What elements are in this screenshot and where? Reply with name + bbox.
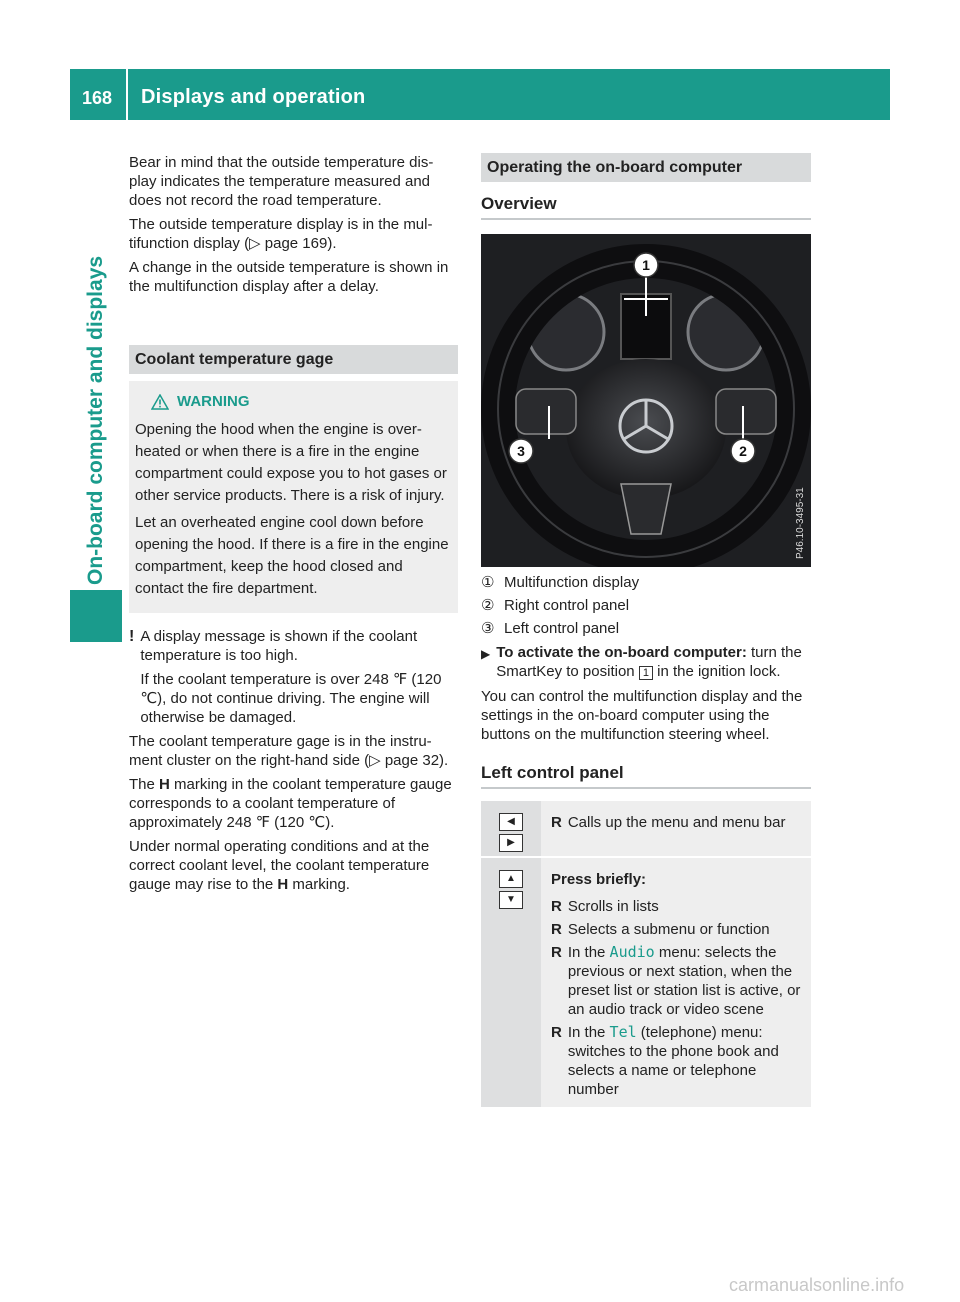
- arrow-icon: ▶: [481, 647, 491, 661]
- key-position-icon: 1: [639, 666, 653, 680]
- image-code: P46.10-3495-31: [795, 487, 806, 559]
- legend-item: [481, 596, 811, 615]
- body-p2-pre: The: [129, 776, 160, 793]
- action-pre: turn the SmartKey to position: [496, 644, 802, 680]
- side-tab-label: On-board computer and displays: [84, 255, 107, 585]
- bullet-text: Scrolls in lists: [567, 898, 659, 915]
- table-row: [481, 857, 811, 1107]
- body-p2-post: marking in the coolant temperature gauge corresponds to a coolant temperature of approximately 248 ℉ (120 ℃).: [129, 776, 452, 831]
- desc-cell: [541, 857, 811, 1107]
- notice-paragraph-2: If the coolant temperature is over 248 ℉ (120 ℃), do not continue driving. The engine will otherwise be damaged.: [140, 671, 442, 726]
- bullet-text: Selects a submenu or function: [567, 921, 770, 938]
- intro-paragraph-2: The outside temperature display is in the mul-tifunction display (▷ page 169).: [129, 216, 433, 252]
- side-tab-marker: [70, 590, 122, 642]
- legend-num: ③: [481, 620, 495, 637]
- coolant-heading: Coolant temperature gage: [129, 345, 458, 374]
- bullet-icon: R: [551, 898, 562, 915]
- list-item: [551, 897, 803, 916]
- key-cell: [481, 857, 541, 1107]
- warning-triangle-icon: [151, 394, 169, 410]
- intro-paragraph-1: Bear in mind that the outside temperature dis-play indicates the temperature measured and does not record the road temperature.: [129, 154, 434, 209]
- bullet-audio-pre: In the: [567, 944, 610, 961]
- right-column: [481, 153, 811, 1107]
- desc-cell: [541, 801, 811, 857]
- activate-instruction: [481, 643, 811, 681]
- audio-menu-code: Audio: [609, 943, 655, 961]
- list-item: [551, 943, 803, 1019]
- intro-paragraph-3: A change in the outside temperature is shown in the multifunction display after a delay.: [129, 259, 449, 295]
- list-item: [551, 920, 803, 939]
- legend-text: Left control panel: [504, 620, 620, 637]
- list-item: [551, 813, 803, 832]
- header-divider: [126, 69, 128, 120]
- table-row: [481, 801, 811, 857]
- warning-paragraph-1: Opening the hood when the engine is over-heated or when there is a fire in the engine compartment could expose you to hot gases or other service products. There is a risk of injury.: [135, 421, 447, 504]
- page-number: 168: [82, 88, 113, 108]
- body-p3-post: marking.: [288, 876, 350, 893]
- body-p3-pre: Under normal operating conditions and at the correct coolant level, the coolant temperature gauge may rise to the: [129, 838, 430, 893]
- action-bold: To activate the on-board computer:: [496, 644, 747, 661]
- notice-exclamation-icon: !: [129, 628, 135, 645]
- body-p3-bold: H: [277, 876, 289, 893]
- callout-2: 2: [739, 443, 747, 459]
- warning-title-text: WARNING: [177, 393, 250, 410]
- key-cell: [481, 801, 541, 857]
- up-arrow-key-icon: ▲: [499, 870, 523, 888]
- legend-num: ①: [481, 574, 495, 591]
- legend-num: ②: [481, 597, 495, 614]
- body-paragraph-3: [129, 837, 458, 894]
- warning-box: [129, 381, 458, 613]
- overview-heading: Overview: [481, 194, 811, 220]
- legend-item: [481, 619, 811, 638]
- legend-text: Multifunction display: [504, 574, 640, 591]
- legend-text: Right control panel: [504, 597, 630, 614]
- header-title: Displays and operation: [141, 86, 366, 108]
- notice-paragraph-1: A display message is shown if the coolant temperature is too high.: [140, 628, 418, 664]
- left-arrow-key-icon: ◀: [499, 813, 523, 831]
- right-arrow-key-icon: ▶: [499, 834, 523, 852]
- onboard-computer-heading: Operating the on-board computer: [481, 153, 811, 182]
- callout-1: 1: [642, 257, 650, 273]
- bullet-icon: R: [551, 944, 562, 961]
- legend-item: [481, 573, 811, 592]
- bullet-text: Calls up the menu and menu bar: [567, 814, 786, 831]
- legend-list: [481, 573, 811, 638]
- controls-table: [481, 801, 811, 1107]
- warning-paragraph-2: Let an overheated engine cool down before opening the hood. If there is a fire in the engine compartment, keep the hood closed and contact the fire department.: [135, 514, 449, 597]
- callout-3: 3: [517, 443, 525, 459]
- body-paragraph-1: The coolant temperature gage is in the instru-ment cluster on the right-hand side (▷ page 32).: [129, 733, 449, 769]
- watermark: carmanualsonline.info: [729, 1275, 905, 1295]
- steering-wheel-image: [481, 234, 811, 567]
- bullet-icon: R: [551, 921, 562, 938]
- bullet-tel-post: (telephone) menu: switches to the phone book and selects a name or telephone number: [567, 1024, 779, 1098]
- left-control-panel-heading: Left control panel: [481, 763, 811, 789]
- notice-block: [129, 627, 458, 732]
- tel-menu-code: Tel: [609, 1023, 637, 1041]
- down-arrow-key-icon: ▼: [499, 891, 523, 909]
- bullet-tel-pre: In the: [567, 1024, 610, 1041]
- action-post: in the ignition lock.: [652, 663, 781, 680]
- control-body-text: You can control the multifunction display and the settings in the on-board computer using the buttons on the multifunction steering wheel.: [481, 688, 803, 743]
- bullet-icon: R: [551, 814, 562, 831]
- press-briefly-title: Press briefly:: [551, 871, 647, 888]
- bullet-audio-post: menu: selects the previous or next station, when the preset list or station list is active, or an audio track or video scene: [567, 944, 801, 1018]
- bullet-icon: R: [551, 1024, 562, 1041]
- body-paragraph-2: [129, 775, 458, 832]
- left-column: [129, 153, 458, 899]
- body-p2-bold: H: [159, 776, 170, 793]
- steering-wheel-illustration: [481, 234, 811, 567]
- warning-title: [151, 391, 452, 413]
- list-item: [551, 1023, 803, 1099]
